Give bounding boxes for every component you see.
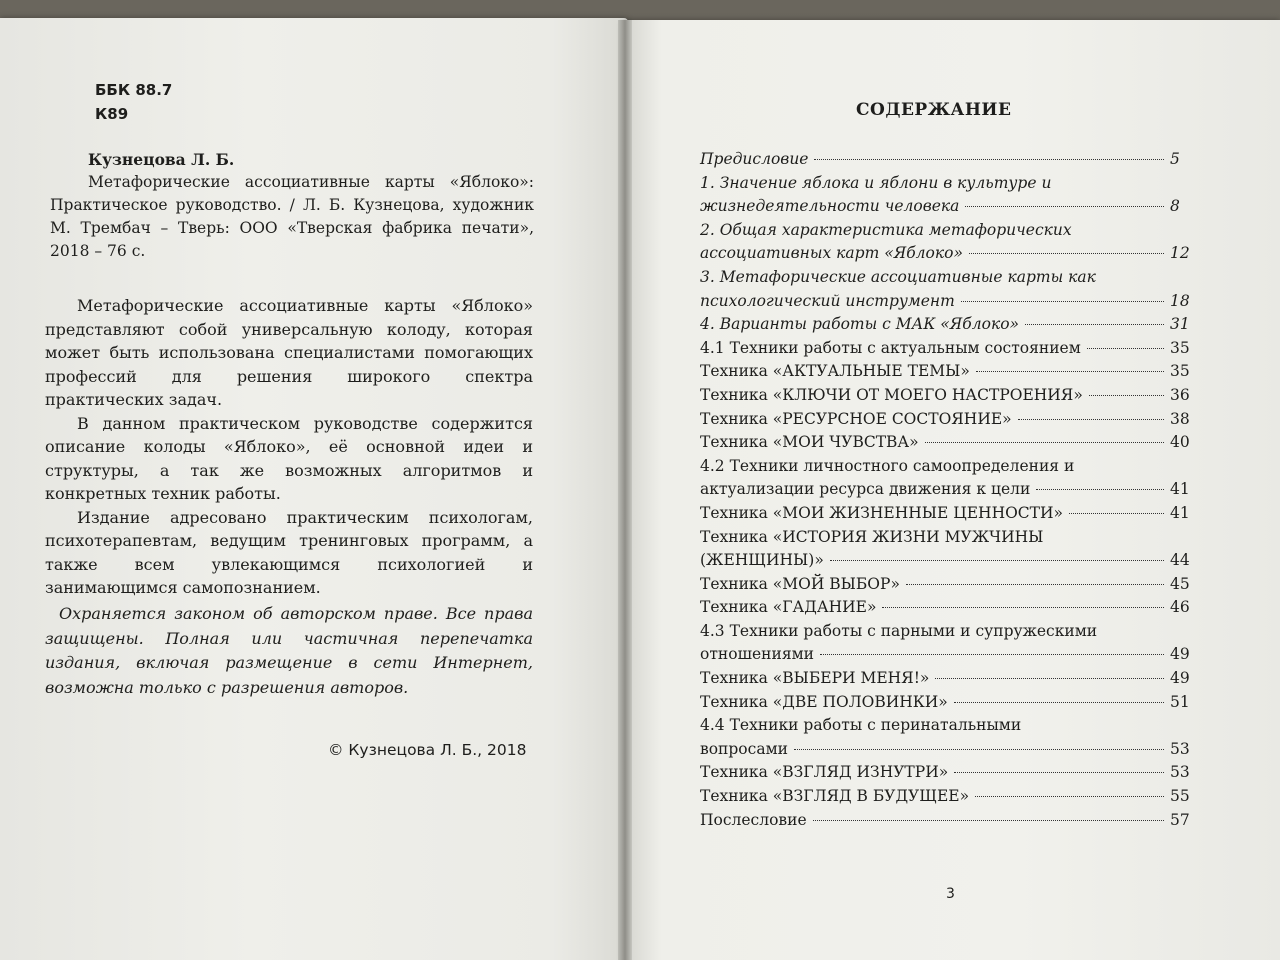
author-name: Кузнецова Л. Б. bbox=[88, 150, 235, 169]
toc-line-with-page bbox=[700, 195, 1196, 219]
toc-page-number: 55 bbox=[1170, 787, 1190, 806]
toc-page-number: 49 bbox=[1170, 669, 1190, 688]
book-gutter bbox=[618, 20, 632, 960]
toc-entry-title: Техника «РЕСУРСНОЕ СОСТОЯНИЕ» bbox=[700, 409, 1012, 428]
toc-entry-title: 3. Метафорические ассоциативные карты как bbox=[700, 267, 1096, 286]
toc-page-number: 41 bbox=[1170, 503, 1190, 522]
toc-page-number: 49 bbox=[1170, 645, 1190, 664]
toc-line-with-page bbox=[700, 242, 1196, 266]
toc-page-number: 53 bbox=[1170, 739, 1190, 758]
toc-entry-title: актуализации ресурса движения к цели bbox=[700, 480, 1031, 499]
toc-page-number: 53 bbox=[1170, 763, 1190, 782]
toc-entry-title: жизнедеятельности человека bbox=[700, 197, 960, 216]
toc-entry bbox=[700, 384, 1196, 408]
toc-entry-title: вопросами bbox=[700, 739, 788, 758]
toc-line-with-page bbox=[700, 290, 1196, 314]
copyright-line: © Кузнецова Л. Б., 2018 bbox=[328, 741, 527, 759]
toc-entry bbox=[700, 148, 1196, 172]
toc-page-number: 41 bbox=[1170, 480, 1190, 499]
toc-line-with-page bbox=[700, 809, 1196, 833]
toc-page-number: 35 bbox=[1170, 338, 1190, 357]
toc-entry bbox=[700, 573, 1196, 597]
bibliographic-description: Метафорические ассоциативные карты «Яблоко»: Практическое руководство. / Л. Б. Кузнецова, художник М. Трембач – Тверь: ООО «Тверская фабрика печати», 2018 – 76 с. bbox=[50, 173, 534, 260]
toc-leader-dots bbox=[954, 702, 1164, 703]
toc-leader-dots bbox=[969, 253, 1164, 254]
toc-entry-title: 2. Общая характеристика метафорических bbox=[700, 220, 1072, 239]
toc-line-with-page bbox=[700, 148, 1196, 172]
author-mark: К89 bbox=[95, 105, 129, 123]
rights-notice bbox=[45, 602, 533, 700]
toc-entry-title: 1. Значение яблока и яблони в культуре и bbox=[700, 173, 1052, 192]
toc-leader-dots bbox=[1089, 395, 1164, 396]
toc-entry bbox=[700, 714, 1196, 761]
toc-entry-title: 4.4 Техники работы с перинатальными bbox=[700, 716, 1022, 735]
toc-page-number: 38 bbox=[1170, 409, 1190, 428]
toc-entry-title: 4.1 Техники работы с актуальным состоянием bbox=[700, 338, 1081, 357]
toc-page-number: 35 bbox=[1170, 362, 1190, 381]
toc-entry-title: Предисловие bbox=[700, 150, 809, 168]
toc-line-with-page bbox=[700, 431, 1196, 455]
toc-line-with-page bbox=[700, 313, 1196, 337]
toc-page-number: 8 bbox=[1170, 197, 1180, 216]
toc-entry bbox=[700, 408, 1196, 432]
toc-leader-dots bbox=[1036, 489, 1164, 490]
toc-leader-dots bbox=[935, 678, 1164, 679]
toc-line-with-page bbox=[700, 502, 1196, 526]
toc-line-with-page bbox=[700, 360, 1196, 384]
toc-entry-title: Техника «ВЗГЛЯД В БУДУЩЕЕ» bbox=[700, 787, 970, 806]
toc-leader-dots bbox=[906, 584, 1164, 585]
toc-leader-dots bbox=[830, 560, 1164, 561]
toc-entry-title: Техника «ВЗГЛЯД ИЗНУТРИ» bbox=[700, 763, 949, 782]
toc-entry-title: Техника «МОИ ЧУВСТВА» bbox=[700, 433, 919, 452]
toc-page-number: 36 bbox=[1170, 385, 1190, 404]
table-of-contents bbox=[700, 148, 1196, 832]
toc-line-with-page bbox=[700, 761, 1196, 785]
toc-entry bbox=[700, 785, 1196, 809]
toc-page-number: 46 bbox=[1170, 598, 1190, 617]
bbk-code: ББК 88.7 bbox=[95, 81, 173, 99]
toc-page-number: 57 bbox=[1170, 810, 1190, 829]
abstract-paragraph: Издание адресовано практическим психологам, психотерапевтам, ведущим тренинговых программ, а также всем увлекающимся психологией и занимающимся самопознанием. bbox=[45, 507, 533, 597]
toc-page-number: 5 bbox=[1170, 150, 1180, 168]
toc-entry bbox=[700, 219, 1196, 266]
toc-entry-title: 4. Варианты работы с МАК «Яблоко» bbox=[700, 315, 1020, 334]
abstract bbox=[45, 294, 533, 600]
toc-entry-title: Техника «ДВЕ ПОЛОВИНКИ» bbox=[700, 692, 948, 711]
toc-line-with-page bbox=[700, 549, 1196, 573]
toc-entry-title: 4.2 Техники личностного самоопределения и bbox=[700, 456, 1075, 475]
toc-leader-dots bbox=[1087, 348, 1164, 349]
abstract-paragraph: Метафорические ассоциативные карты «Яблоко» представляют собой универсальную колоду, которая может быть использована специалистами помогающих профессий для решения широкого спектра практических задач. bbox=[45, 296, 533, 409]
toc-leader-dots bbox=[954, 772, 1164, 773]
toc-entry bbox=[700, 526, 1196, 573]
toc-line-with-page bbox=[700, 573, 1196, 597]
toc-entry bbox=[700, 337, 1196, 361]
toc-line-with-page bbox=[700, 408, 1196, 432]
toc-entry-title: 4.3 Техники работы с парными и супружескими bbox=[700, 621, 1098, 640]
bbk-codes bbox=[95, 78, 172, 126]
toc-entry-title: Техника «ГАДАНИЕ» bbox=[700, 598, 877, 617]
toc-entry-title: психологический инструмент bbox=[700, 291, 955, 310]
toc-entry bbox=[700, 620, 1196, 667]
toc-line-with-page bbox=[700, 643, 1196, 667]
page-number: 3 bbox=[946, 886, 955, 902]
toc-entry bbox=[700, 360, 1196, 384]
toc-leader-dots bbox=[1025, 324, 1164, 325]
abstract-paragraph: В данном практическом руководстве содержится описание колоды «Яблоко», её основной идеи и структуры, а так же возможных алгоритмов и конкретных техник работы. bbox=[45, 413, 533, 503]
toc-entry-title: Техника «КЛЮЧИ ОТ МОЕГО НАСТРОЕНИЯ» bbox=[700, 385, 1083, 404]
toc-entry bbox=[700, 809, 1196, 833]
toc-leader-dots bbox=[794, 749, 1164, 750]
toc-line-with-page bbox=[700, 384, 1196, 408]
toc-line-with-page bbox=[700, 667, 1196, 691]
toc-leader-dots bbox=[961, 301, 1164, 302]
toc-entry bbox=[700, 172, 1196, 219]
toc-entry-title: Техника «ИСТОРИЯ ЖИЗНИ МУЖЧИНЫ bbox=[700, 527, 1044, 546]
toc-entry-title: Послесловие bbox=[700, 810, 807, 829]
toc-line-with-page bbox=[700, 691, 1196, 715]
toc-entry bbox=[700, 266, 1196, 313]
toc-line-with-page bbox=[700, 596, 1196, 620]
toc-leader-dots bbox=[814, 159, 1164, 160]
toc-page-number: 31 bbox=[1170, 315, 1190, 334]
toc-leader-dots bbox=[976, 371, 1164, 372]
toc-entry-title: ассоциативных карт «Яблоко» bbox=[700, 244, 963, 263]
toc-entry bbox=[700, 313, 1196, 337]
toc-leader-dots bbox=[820, 654, 1164, 655]
toc-page-number: 44 bbox=[1170, 551, 1190, 570]
toc-leader-dots bbox=[965, 206, 1164, 207]
toc-entry-title: Техника «МОИ ЖИЗНЕННЫЕ ЦЕННОСТИ» bbox=[700, 503, 1063, 522]
toc-page-number: 45 bbox=[1170, 574, 1190, 593]
toc-entry-title: Техника «АКТУАЛЬНЫЕ ТЕМЫ» bbox=[700, 362, 970, 381]
toc-title: СОДЕРЖАНИЕ bbox=[856, 100, 1012, 120]
toc-page-number: 51 bbox=[1170, 692, 1190, 711]
toc-entry bbox=[700, 691, 1196, 715]
toc-line-with-page bbox=[700, 785, 1196, 809]
toc-line-with-page bbox=[700, 738, 1196, 762]
toc-entry bbox=[700, 431, 1196, 455]
toc-leader-dots bbox=[925, 442, 1164, 443]
toc-page-number: 40 bbox=[1170, 433, 1190, 452]
toc-entry bbox=[700, 667, 1196, 691]
toc-entry-title: (ЖЕНЩИНЫ)» bbox=[700, 551, 824, 570]
toc-leader-dots bbox=[813, 820, 1164, 821]
toc-page-number: 12 bbox=[1170, 244, 1190, 263]
toc-page-number: 18 bbox=[1170, 291, 1190, 310]
toc-leader-dots bbox=[975, 796, 1164, 797]
toc-entry bbox=[700, 596, 1196, 620]
toc-entry-title: Техника «ВЫБЕРИ МЕНЯ!» bbox=[700, 669, 930, 688]
toc-line-with-page bbox=[700, 478, 1196, 502]
toc-entry bbox=[700, 761, 1196, 785]
toc-leader-dots bbox=[882, 607, 1164, 608]
toc-entry-title: отношениями bbox=[700, 645, 814, 664]
bibliographic-record bbox=[50, 148, 534, 263]
toc-line-with-page bbox=[700, 337, 1196, 361]
toc-leader-dots bbox=[1069, 513, 1164, 514]
toc-entry bbox=[700, 502, 1196, 526]
toc-leader-dots bbox=[1018, 419, 1164, 420]
toc-entry-title: Техника «МОЙ ВЫБОР» bbox=[700, 574, 900, 593]
rights-text: Охраняется законом об авторском праве. Все права защищены. Полная или частичная перепечатка издания, включая размещение в сети Интернет, возможна только с разрешения авторов. bbox=[45, 604, 533, 697]
toc-entry bbox=[700, 455, 1196, 502]
